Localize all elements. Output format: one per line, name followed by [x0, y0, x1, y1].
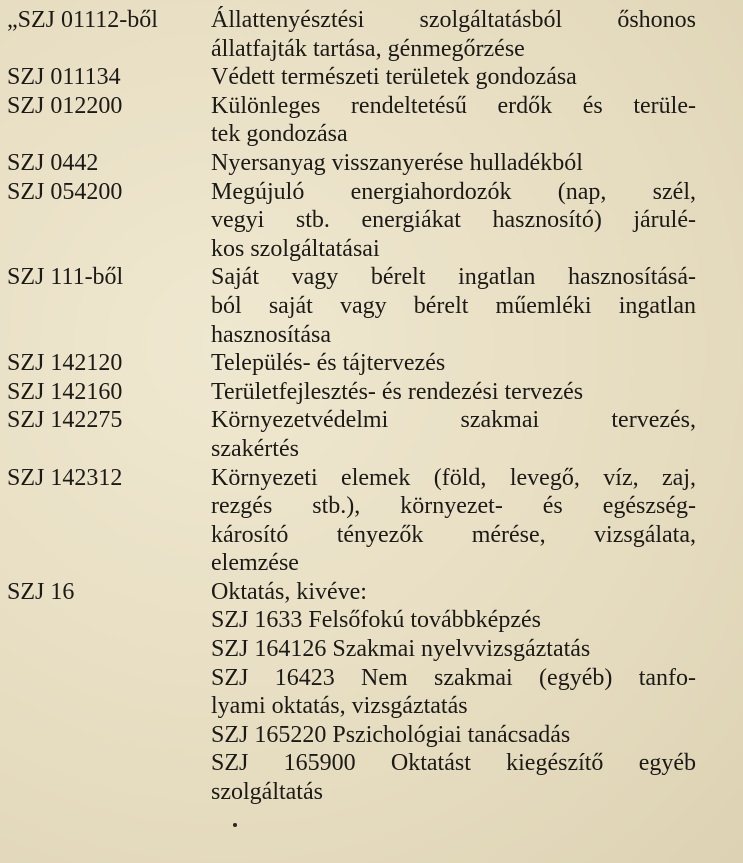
entry-code: SZJ 142120 — [7, 350, 123, 377]
entry-row — [7, 406, 743, 463]
description-line: Környezetvédelmi szakmai tervezés, — [211, 407, 696, 434]
exception-item — [211, 749, 696, 806]
description-line: rezgés stb.), környezet- és egészség- — [211, 493, 696, 520]
exception-item — [211, 635, 696, 664]
ink-speck — [233, 823, 237, 827]
exception-block — [7, 606, 743, 806]
description-line: hasznosítása — [211, 321, 331, 348]
description-line: Saját vagy bérelt ingatlan hasznosításá- — [211, 264, 696, 291]
entry-description — [211, 464, 696, 578]
entry-description — [211, 263, 696, 349]
entry-row — [7, 63, 743, 92]
description-line: állatfajták tartása, génmegőrzése — [211, 35, 525, 62]
entry-code: SZJ 142312 — [7, 464, 123, 491]
description-line: Környezeti elemek (föld, levegő, víz, zaj, — [211, 464, 696, 491]
description-line: Állattenyésztési szolgáltatásból őshonos — [211, 7, 696, 33]
description-line: károsító tényezők mérése, vizsgálata, — [211, 521, 696, 548]
entry-code: SZJ 142160 — [7, 378, 123, 405]
entry-description — [211, 349, 696, 378]
entry-list — [7, 6, 743, 606]
entry-row — [7, 6, 743, 63]
entry-row — [7, 349, 743, 378]
entry-row — [7, 149, 743, 178]
entry-code: SZJ 16 — [7, 578, 75, 605]
entry-description — [211, 92, 696, 149]
exception-line: lyami oktatás, vizsgáztatás — [211, 693, 468, 720]
entry-description — [211, 406, 696, 463]
description-line: Nyersanyag visszanyerése hulladékból — [211, 149, 583, 176]
exception-line: szolgáltatás — [211, 779, 323, 806]
description-line: kos szolgáltatásai — [211, 235, 380, 262]
entry-row — [7, 464, 743, 578]
entry-row — [7, 378, 743, 407]
entry-code: „SZJ 01112-ből — [7, 7, 158, 33]
description-line: Megújuló energiahordozók (nap, szél, — [211, 178, 696, 205]
entry-code: SZJ 012200 — [7, 92, 123, 119]
entry-description — [211, 149, 696, 178]
description-line: Területfejlesztés- és rendezési tervezés — [211, 378, 584, 405]
description-line: Oktatás, kivéve: — [211, 578, 367, 605]
description-line: tek gondozása — [211, 121, 348, 148]
description-line: Település- és tájtervezés — [211, 350, 446, 377]
entry-code: SZJ 142275 — [7, 407, 123, 434]
entry-description — [211, 6, 696, 63]
exception-line: SZJ 164126 Szakmai nyelvvizsgáztatás — [211, 636, 591, 663]
entry-code: SZJ 111-ből — [7, 264, 124, 291]
exception-line: SZJ 1633 Felsőfokú továbbképzés — [211, 607, 541, 634]
description-line: szakértés — [211, 435, 299, 462]
description-line: Védett természeti területek gondozása — [211, 64, 577, 91]
description-line: elemzése — [211, 550, 299, 577]
exception-item — [211, 721, 696, 750]
entry-row — [7, 178, 743, 264]
exception-line: SZJ 165220 Pszichológiai tanácsadás — [211, 721, 571, 748]
exception-item — [211, 664, 696, 721]
entry-description — [211, 378, 696, 407]
entry-code: SZJ 011134 — [7, 64, 121, 91]
entry-row — [7, 263, 743, 349]
exception-line: SZJ 165900 Oktatást kiegészítő egyéb — [211, 750, 696, 777]
entry-description — [211, 578, 696, 607]
description-line: Különleges rendeltetésű erdők és terüle- — [211, 92, 696, 119]
entry-code: SZJ 0442 — [7, 149, 99, 176]
entry-code: SZJ 054200 — [7, 178, 123, 205]
description-line: vegyi stb. energiákat hasznosító) járulé- — [211, 207, 696, 234]
entry-description — [211, 63, 696, 92]
exception-item — [211, 606, 696, 635]
entry-row — [7, 92, 743, 149]
exception-line: SZJ 16423 Nem szakmai (egyéb) tanfo- — [211, 664, 696, 691]
entry-row — [7, 578, 743, 607]
description-line: ból saját vagy bérelt műemléki ingatlan — [211, 292, 696, 319]
exception-list — [211, 606, 696, 806]
entry-description — [211, 178, 696, 264]
